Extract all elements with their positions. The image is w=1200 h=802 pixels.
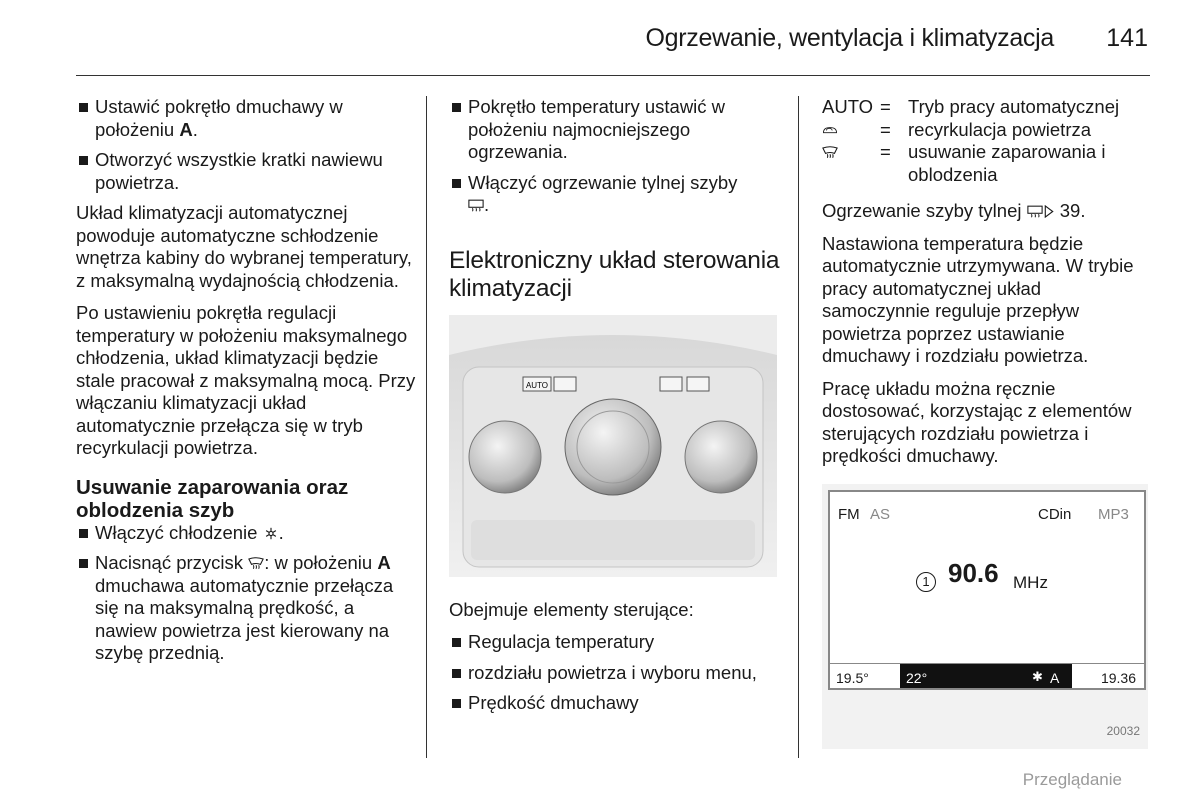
clock-time: 19.36: [1100, 669, 1136, 686]
paragraph: Układ klimatyzacji automatycznej powoduje automatyczne schłodzenie wnętrza kabiny do wybranej temperatury, z maksymalną wydajnością chłodzenia.: [76, 202, 412, 291]
cdin-label: CDin: [1038, 505, 1072, 523]
list-item: Prędkość dmuchawy: [449, 692, 789, 715]
climate-control-panel-photo: [449, 315, 777, 577]
arrow-reference-icon: [1043, 205, 1055, 218]
recirculation-icon: [822, 124, 838, 137]
footer-watermark: Przeglądanie: [1022, 770, 1122, 789]
header-title: Ogrzewanie, wentylacja i klimatyzacja: [645, 24, 1054, 52]
paragraph: Ogrzewanie szyby tylnej 39.: [822, 200, 1086, 221]
paragraph: Po ustawieniu pokrętła regulacji temperatury w położeniu maksymalnego chłodzenia, układ klimatyzacji będzie stale pracował z maksymalną mocą. Przy włączaniu klimatyzacji układ automatycznie przełącza się w tryb recyrkulacji powietrza.: [76, 302, 416, 458]
frequency-unit: MHz: [1013, 572, 1048, 592]
as-label: AS: [870, 505, 891, 523]
bullet-item: Pokrętło temperatury ustawić w położeniu najmocniejszego ogrzewania.: [449, 96, 789, 164]
subheading: Usuwanie zaparowania oraz oblodzenia szyb: [76, 475, 349, 522]
radio-lcd-screen: [828, 490, 1146, 690]
auto-button-label: AUTO: [525, 380, 549, 390]
column-divider-1: [426, 96, 427, 758]
outside-temperature: 19.5°: [836, 669, 869, 686]
paragraph: Nastawiona temperatura będzie automatycznie utrzymywana. W trybie pracy automatycznej układ samoczynnie reguluje przepływ powietrza poprzez ustawianie dmuchawy i rozdziału powietrza.: [822, 232, 1134, 366]
bullet-item: Włączyć ogrzewanie tylnej szyby .: [449, 172, 789, 217]
set-temperature: 22°: [906, 669, 928, 686]
fm-label: FM: [838, 505, 860, 523]
climate-status-strip: [900, 664, 1072, 688]
column-2: [449, 96, 789, 723]
column-divider-2: [798, 96, 799, 758]
preset-number: 1: [916, 572, 936, 592]
snowflake-icon: [263, 527, 279, 540]
figure-code: 20032: [1106, 724, 1140, 738]
radio-display-figure: [822, 484, 1148, 749]
bullet-item: Nacisnąć przycisk : w położeniu A dmuchawa automatycznie przełącza się na maksymalną prędkość, a nawiew powietrza jest kierowany na szybę przednią.: [76, 552, 416, 665]
fan-mode: A: [1050, 669, 1060, 686]
symbol-legend: AUTO = Tryb pracy automatycznej = recyrkulacja powietrza = usuwanie zaparowania i oblodzenia: [822, 96, 1120, 185]
header-rule: [76, 75, 1150, 76]
rear-window-heating-icon: [468, 199, 484, 212]
list-item: Regulacja temperatury: [449, 631, 789, 654]
mp3-label: MP3: [1098, 505, 1129, 523]
page-number: 141: [1106, 24, 1148, 52]
frequency-value: 90.6: [948, 557, 999, 588]
column-1: [76, 96, 416, 673]
windshield-defrost-icon: [822, 146, 838, 159]
list-item: rozdziału powietrza i wyboru menu,: [449, 662, 789, 685]
paragraph: Obejmuje elementy sterujące:: [449, 598, 694, 620]
rear-window-heating-icon: [1027, 205, 1043, 218]
paragraph: Pracę układu można ręcznie dostosować, korzystając z elementów sterujących rozdziału powietrza i prędkości dmuchawy.: [822, 377, 1132, 466]
windshield-defrost-icon: [248, 557, 264, 570]
bullet-item: Otworzyć wszystkie kratki nawiewu powietrza.: [76, 149, 416, 194]
bullet-item: Włączyć chłodzenie .: [76, 522, 416, 545]
section-heading: Elektroniczny układ sterowania klimatyzacji: [449, 246, 780, 302]
fan-icon: ✱: [1032, 668, 1043, 684]
lcd-status-bar: [830, 663, 1144, 688]
bullet-item: Ustawić pokrętło dmuchawy w położeniu A.: [76, 96, 416, 141]
column-3: [822, 96, 1152, 749]
